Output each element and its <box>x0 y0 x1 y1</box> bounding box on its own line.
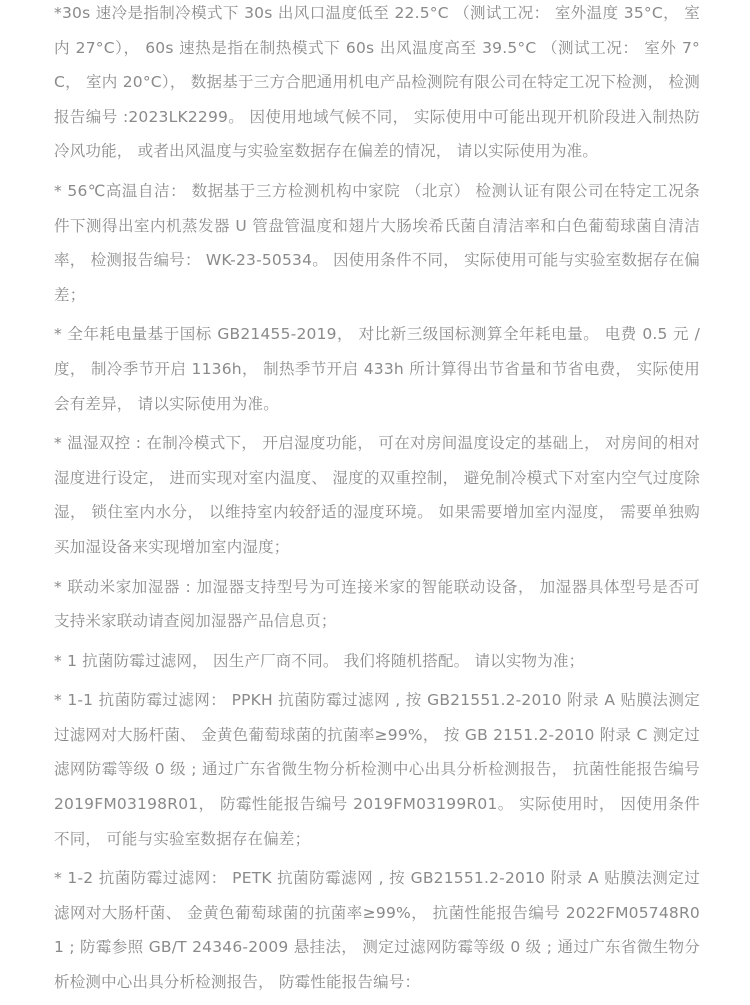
footnote-high-temp-self-clean: * 56℃高温自洁： 数据基于三方检测机构中家院 （北京） 检测认证有限公司在特定工况条件下测得出室内机蒸发器 U 管盘管温度和翅片大肠埃希氏菌自清洁率和白色葡萄球菌自清洁率， 检测报告编号： WK-23-50534。 因使用条件不同， 实际使用可能与实验室数据存在偏差； <box>54 181 700 304</box>
footnote-filter-ppkh: * 1-1 抗菌防霉过滤网： PPKH 抗菌防霉过滤网 , 按 GB21551.2-2010 附录 A 贴膜法测定过滤网对大肠杆菌、 金黄色葡萄球菌的抗菌率≥99%， 按 GB 2151.2-2010 附录 C 测定过滤网防霉等级 0 级 ; 通过广东省微生物分析检测中心出具分析检测报告， 抗菌性能报告编号 2019FM03198R01， 防霉性能报告编号 2019FM03199R01。 实际使用时， 因使用条件不同， 可能与实验室数据存在偏差； <box>54 691 700 848</box>
footnote-temp-humidity-control: * 温湿双控 : 在制冷模式下， 开启湿度功能， 可在对房间温度设定的基础上， 对房间的相对湿度进行设定， 进而实现对室内温度、 湿度的双重控制， 避免制冷模式下对室内空气过度除湿， 锁住室内水分， 以维持室内较舒适的湿度环境。 如果需要增加室内湿度， 需要单独购买加湿设备来实现增加室内湿度； <box>54 434 700 556</box>
footnote-filter-random-supply: * 1 抗菌防霉过滤网， 因生产厂商不同。 我们将随机搭配。 请以实物为准； <box>54 651 585 670</box>
footnote-quick-cooling-heating: *30s 速冷是指制冷模式下 30s 出风口温度低至 22.5°C （测试工况： 室外温度 35°C， 室内 27°C）， 60s 速热是指在制热模式下 60s 出风温度高至 39.5°C （测试工况： 室外 7°C， 室内 20°C）， 数据基于三方合肥通用机电产品检测院有限公司在特定工况下检测， 检测报告编号 :2023LK2299。 因使用地域气候不同， 实际使用中可能出现开机阶段进入制热防冷风功能， 或者出风温度与实验室数据存在偏差的情况， 请以实际使用为准。 <box>54 4 700 161</box>
footnote-filter-petk: * 1-2 抗菌防霉过滤网： PETK 抗菌防霉滤网 , 按 GB21551.2-2010 附录 A 贴膜法测定过滤网对大肠杆菌、 金黄色葡萄球菌的抗菌率≥99%， 抗菌性能报告编号 2022FM05748R01 ; 防霉参照 GB/T 24346-2009 悬挂法， 测定过滤网防霉等级 0 级 ; 通过广东省微生物分析检测中心出具分析检测报告， 防霉性能报告编号： <box>54 869 700 992</box>
footnote-annual-power-consumption: * 全年耗电量基于国标 GB21455-2019， 对比新三级国标测算全年耗电量。 电费 0.5 元 / 度， 制冷季节开启 1136h， 制热季节开启 433h 所计算得出节省量和节省电费， 实际使用会有差异， 请以实际使用为准。 <box>54 325 700 413</box>
footnote-mijia-humidifier-link: * 联动米家加湿器 : 加湿器支持型号为可连接米家的智能联动设备， 加湿器具体型号是否可支持米家联动请查阅加湿器产品信息页； <box>54 577 700 631</box>
footnote-list <box>54 0 700 1005</box>
